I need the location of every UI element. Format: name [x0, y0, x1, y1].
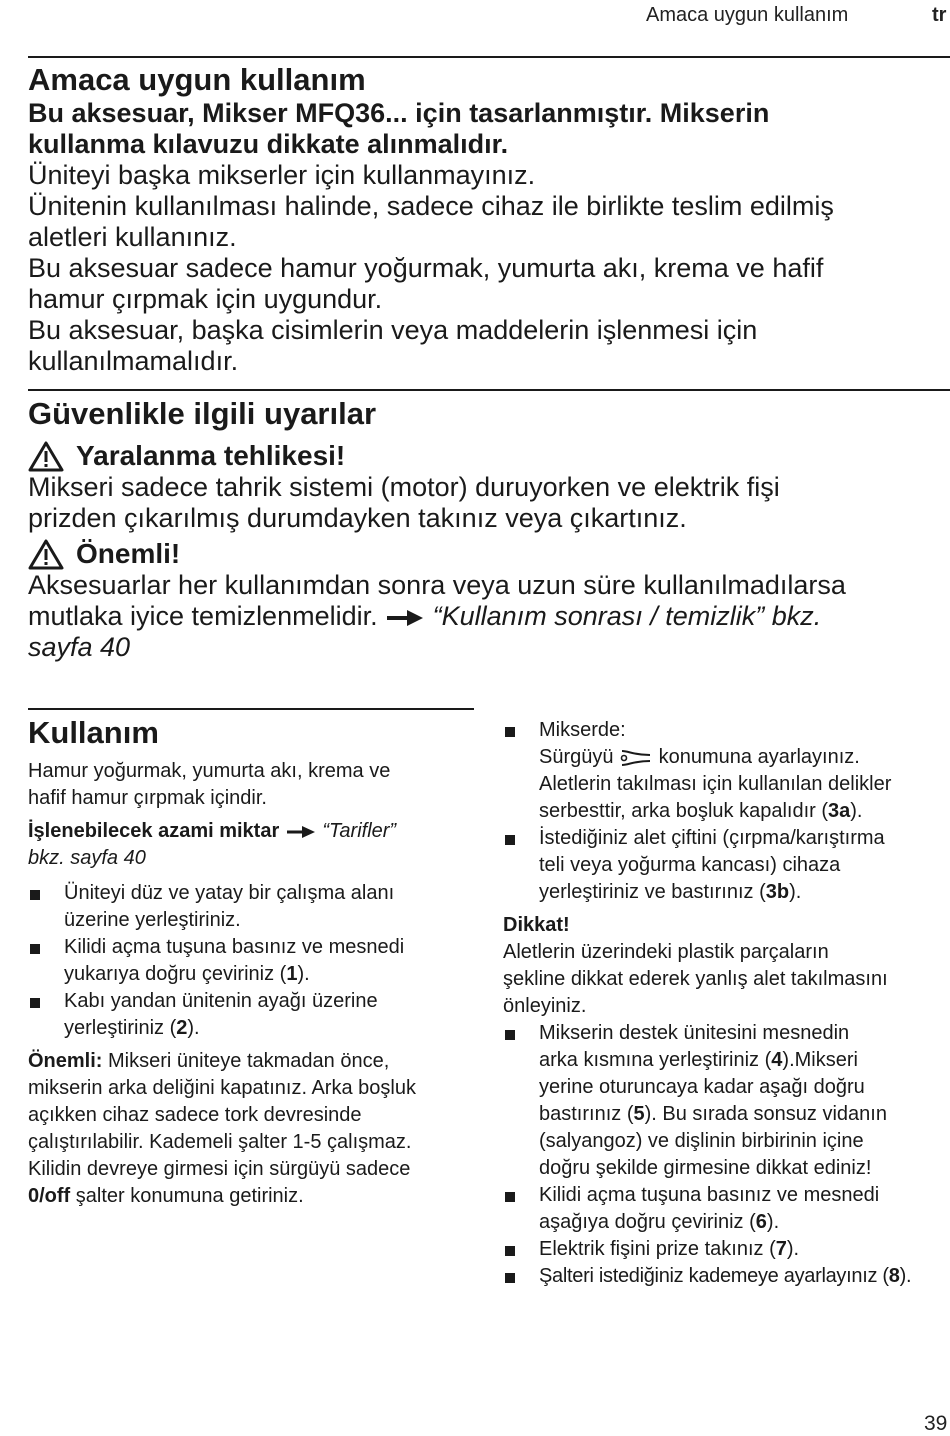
list-item: Elektrik fişini prize takınız (7). [503, 1236, 949, 1263]
important-note-label: Önemli: [28, 1050, 103, 1072]
intended-use-bold-line: Bu aksesuar, Mikser MFQ36... için tasarlanmıştır. Mikserin [28, 98, 770, 128]
caution-note: Dikkat! Aletlerin üzerindeki plastik parçaların şekline dikkat ederek yanlış alet takılmasını önleyiniz. [503, 914, 888, 1017]
injury-warning-heading [28, 440, 950, 472]
intended-use-line: Bu aksesuar, başka cisimlerin veya maddelerin işlenmesi için [28, 315, 758, 345]
recipes-reference-link[interactable]: “Tarifler” [322, 820, 397, 842]
max-quantity-line: İşlenebilecek azami miktar “Tarifler” [28, 820, 397, 842]
slider-position-icon [619, 747, 653, 769]
bullet-square-icon [505, 835, 515, 845]
list-item: Üniteyi düz ve yatay bir çalışma alanı üzerine yerleştiriniz. [28, 880, 474, 934]
list-item: Şalteri istediğiniz kademeye ayarlayınız (8). [503, 1263, 949, 1290]
safety-section [28, 396, 950, 663]
bullet-square-icon [30, 890, 40, 900]
list-item: Mikserde: Sürgüyü konumuna ayarlayınız. Aletlerin takılması için kullanılan delikler serbesttir, arka boşluk kapalıdır (3a). [503, 717, 949, 825]
usage-intro-line: hafif hamur çırpmak içindir. [28, 787, 267, 809]
list-item: Kilidi açma tuşuna basınız ve mesnedi aşağıya doğru çeviriniz (6). [503, 1182, 949, 1236]
recipes-reference-page[interactable]: bkz. sayfa 40 [28, 847, 146, 869]
intended-use-line: Bu aksesuar sadece hamur yoğurmak, yumurta akı, krema ve hafif [28, 253, 824, 283]
cleaning-reference-link[interactable]: “Kullanım sonrası / temizlik” bkz. [432, 601, 822, 631]
bullet-square-icon [505, 1246, 515, 1256]
intended-use-line: kullanılmamalıdır. [28, 346, 239, 376]
running-header-language: tr [932, 4, 947, 26]
warning-triangle-icon [28, 440, 64, 472]
list-item: Kilidi açma tuşuna basınız ve mesnedi yukarıya doğru çeviriniz (1). [28, 934, 474, 988]
intended-use-line: Ünitenin kullanılması halinde, sadece cihaz ile birlikte teslim edilmiş [28, 191, 834, 221]
intended-use-section [28, 62, 950, 377]
intended-use-line: Üniteyi başka mikserler için kullanmayınız. [28, 160, 536, 190]
section-rule [28, 389, 950, 391]
list-item: Kabı yandan ünitenin ayağı üzerine yerleştiriniz (2). [28, 988, 474, 1042]
important-note: Önemli: Mikseri üniteye takmadan önce, mikserin arka deliğini kapatınız. Arka boşluk açıkken cihaz sadece tork devresinde çalıştırılabilir. Kademeli şalter 1-5 çalışmaz. Kilidin devreye girmesi için sürgüyü sadece 0/off şalter konumuna getiriniz. [28, 1050, 416, 1207]
important-warning-line: mutlaka iyice temizlenmelidir. “Kullanım sonrası / temizlik” bkz. [28, 601, 822, 631]
usage-title: Kullanım [28, 715, 159, 750]
important-warning-title: Önemli! [76, 538, 181, 569]
bullet-square-icon [505, 727, 515, 737]
important-warning-line: Aksesuarlar her kullanımdan sonra veya uzun süre kullanılmadılarsa [28, 570, 846, 600]
intended-use-title: Amaca uygun kullanım [28, 62, 366, 97]
safety-title: Güvenlikle ilgili uyarılar [28, 396, 377, 431]
intended-use-bold-line: kullanma kılavuzu dikkate alınmalıdır. [28, 129, 509, 159]
reference-arrow-icon [385, 608, 425, 628]
page-number: 39 [924, 1412, 948, 1435]
usage-intro-line: Hamur yoğurmak, yumurta akı, krema ve [28, 760, 391, 782]
running-header-section: Amaca uygun kullanım [646, 4, 849, 26]
injury-warning-line: Mikseri sadece tahrik sistemi (motor) duruyorken ve elektrik fişi [28, 472, 780, 502]
usage-rule [28, 708, 474, 710]
caution-label: Dikkat! [503, 914, 570, 936]
list-item: İstediğiniz alet çiftini (çırpma/karıştırma teli veya yoğurma kancası) cihaza yerleştiriniz ve bastırınız (3b). [503, 825, 949, 906]
reference-arrow-icon [285, 824, 317, 840]
important-warning-heading [28, 538, 950, 570]
cleaning-reference-page[interactable]: sayfa 40 [28, 632, 131, 662]
injury-warning-line: prizden çıkarılmış durumdayken takınız veya çıkartınız. [28, 503, 687, 533]
intended-use-line: hamur çırpmak için uygundur. [28, 284, 383, 314]
usage-steps-column [503, 717, 949, 1290]
bullet-square-icon [505, 1030, 515, 1040]
intended-use-line: aletleri kullanınız. [28, 222, 237, 252]
bullet-square-icon [505, 1273, 515, 1283]
warning-triangle-icon [28, 538, 64, 570]
bullet-square-icon [505, 1192, 515, 1202]
usage-column [28, 714, 474, 1210]
bullet-square-icon [30, 944, 40, 954]
list-item: Mikserin destek ünitesini mesnedin arka kısmına yerleştiriniz (4).Mikseri yerine oturuncaya kadar aşağı doğru bastırınız (5). Bu sırada sonsuz vidanın (salyangoz) ve dişlinin birbirinin içine doğru şekilde girmesine dikkat ediniz! [503, 1020, 949, 1182]
header-rule [28, 56, 950, 58]
bullet-square-icon [30, 998, 40, 1008]
injury-warning-title: Yaralanma tehlikesi! [76, 440, 346, 471]
